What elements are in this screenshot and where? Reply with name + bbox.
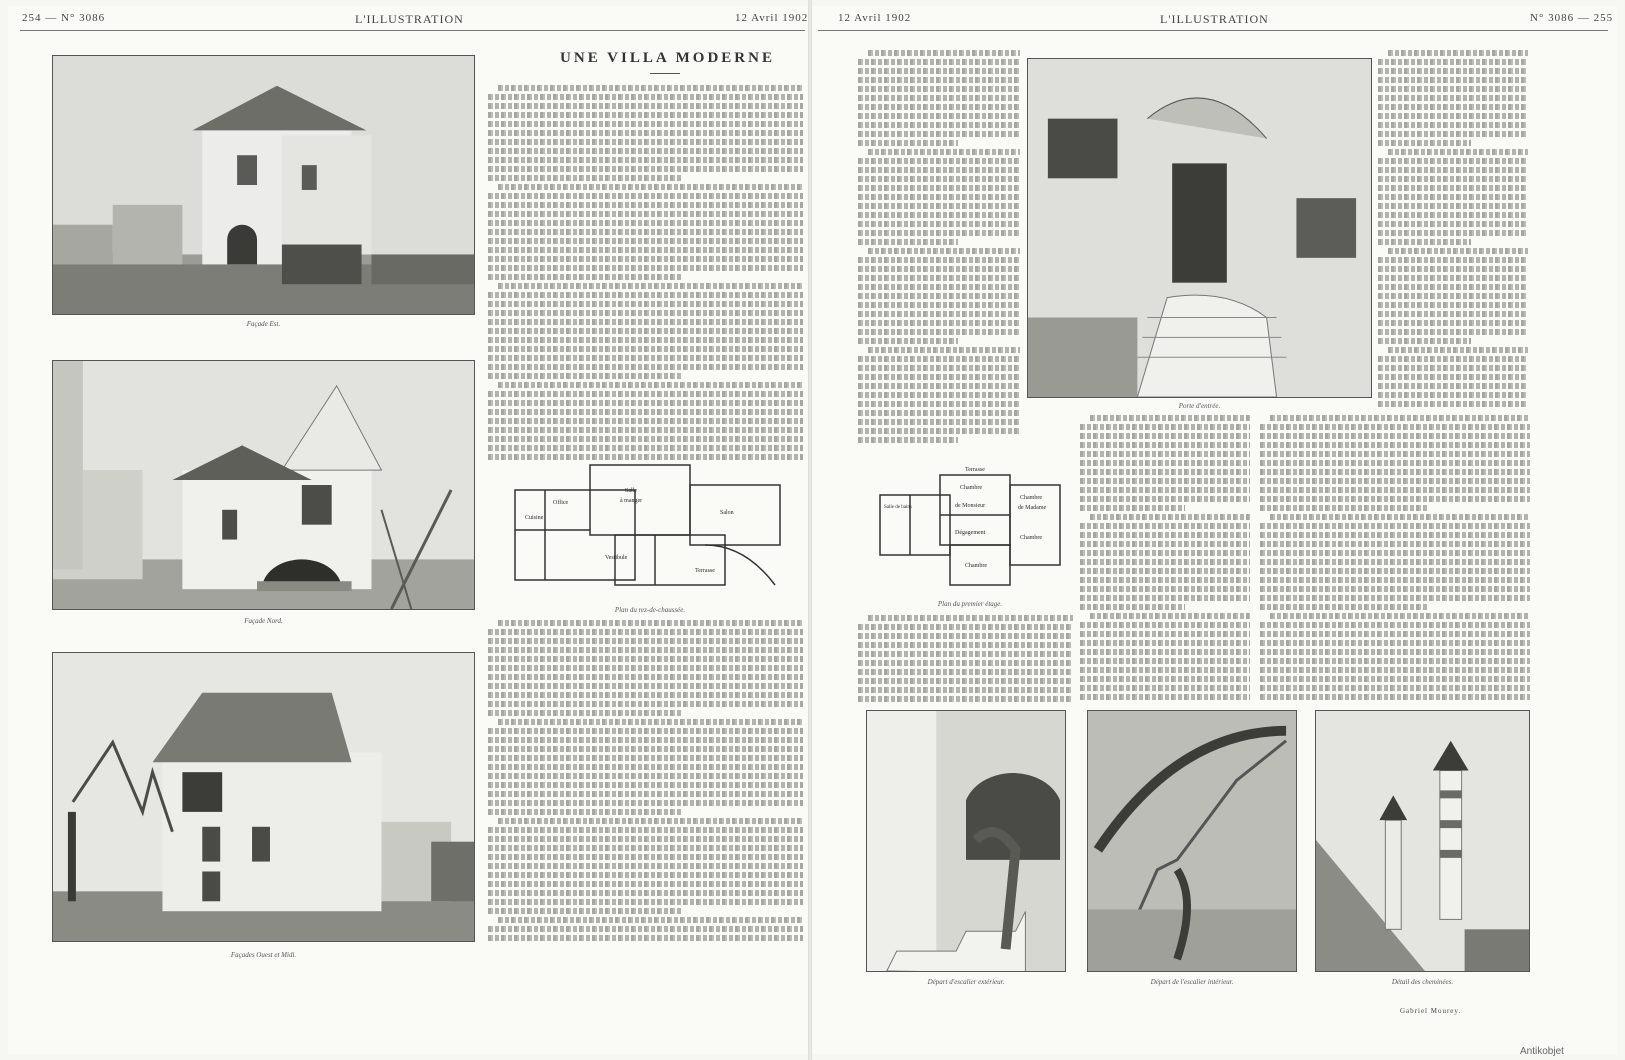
- text-line: [1378, 113, 1528, 119]
- text-line: [858, 266, 1020, 272]
- text-line: [858, 104, 1020, 110]
- text-line: [1260, 568, 1530, 574]
- article-title: UNE VILLA MODERNE: [560, 50, 775, 66]
- caption-photo2: Façade Nord.: [244, 617, 283, 625]
- text-line: [488, 121, 803, 127]
- text-line: [1260, 541, 1530, 547]
- text-line: [498, 719, 803, 725]
- text-line: [498, 85, 803, 91]
- text-line: [1378, 230, 1528, 236]
- text-line: [1388, 149, 1528, 155]
- text-line: [488, 890, 803, 896]
- text-line: [1378, 221, 1528, 227]
- text-line: [858, 239, 958, 245]
- text-line: [1378, 320, 1528, 326]
- plan2-label-terrasse: Terrasse: [965, 467, 985, 473]
- text-line: [1080, 541, 1250, 547]
- plan2-label-chambre-2: Chambre: [1020, 495, 1042, 501]
- plan1-label-salon: Salon: [720, 510, 734, 516]
- text-line: [858, 113, 1020, 119]
- text-line: [1378, 203, 1528, 209]
- text-line: [488, 728, 803, 734]
- text-line: [488, 301, 803, 307]
- caption-photo3: Façades Ouest et Midi.: [230, 951, 297, 959]
- text-column-right-4: [1378, 50, 1528, 415]
- text-line: [1080, 622, 1250, 628]
- text-line: [858, 624, 1073, 630]
- text-line: [868, 248, 1020, 254]
- text-line: [1378, 212, 1528, 218]
- caption-photo4: Porte d'entrée.: [1178, 402, 1221, 410]
- plan2-label-de-monsieur: de Monsieur: [955, 503, 986, 509]
- text-line: [488, 94, 803, 100]
- text-line: [858, 338, 958, 344]
- text-line: [488, 764, 803, 770]
- text-line: [1080, 604, 1185, 610]
- plan2-label-chambre-3: Chambre: [1020, 535, 1042, 541]
- text-line: [1378, 284, 1528, 290]
- text-line: [1080, 676, 1250, 682]
- text-column-right-1: [858, 50, 1020, 450]
- text-line: [858, 284, 1020, 290]
- text-line: [858, 203, 1020, 209]
- text-line: [868, 347, 1020, 353]
- plan1-label-a-manger: à manger: [620, 498, 643, 504]
- text-line: [1090, 415, 1250, 421]
- text-line: [858, 311, 1020, 317]
- text-line: [858, 392, 1020, 398]
- text-line: [1080, 595, 1250, 601]
- text-line: [868, 149, 1020, 155]
- text-line: [1378, 302, 1528, 308]
- text-line: [1080, 649, 1250, 655]
- text-line: [858, 95, 1020, 101]
- text-line: [1080, 460, 1250, 466]
- text-line: [868, 615, 1073, 621]
- text-line: [1388, 347, 1528, 353]
- text-line: [488, 665, 803, 671]
- text-line: [1260, 424, 1530, 430]
- text-line: [1378, 266, 1528, 272]
- text-line: [488, 274, 683, 280]
- text-line: [488, 755, 803, 761]
- left-date: 12 Avril 1902: [735, 12, 809, 24]
- title-dash: [650, 73, 680, 74]
- text-line: [488, 328, 803, 334]
- text-line: [1260, 523, 1530, 529]
- text-line: [858, 257, 1020, 263]
- text-line: [488, 926, 803, 932]
- photo-escalier-interieur: [1087, 710, 1297, 972]
- text-line: [1260, 487, 1530, 493]
- text-line: [858, 374, 1020, 380]
- text-line: [858, 221, 1020, 227]
- text-line: [858, 212, 1020, 218]
- text-line: [1080, 586, 1250, 592]
- text-line: [488, 656, 803, 662]
- text-line: [488, 310, 803, 316]
- text-line: [1080, 487, 1250, 493]
- left-masthead: L'ILLUSTRATION: [355, 12, 464, 26]
- text-line: [1260, 505, 1427, 511]
- text-line: [498, 382, 803, 388]
- text-line: [1260, 478, 1530, 484]
- text-line: [488, 193, 803, 199]
- text-line: [1260, 694, 1530, 700]
- text-line: [1260, 469, 1530, 475]
- caption-photo6: Départ de l'escalier intérieur.: [1150, 978, 1234, 986]
- text-line: [488, 112, 803, 118]
- text-line: [1378, 68, 1528, 74]
- text-line: [488, 130, 803, 136]
- text-line: [1080, 640, 1250, 646]
- text-line: [488, 854, 803, 860]
- text-line: [1378, 401, 1528, 407]
- text-line: [488, 692, 803, 698]
- text-line: [1270, 613, 1530, 619]
- text-line: [488, 319, 803, 325]
- text-line: [1080, 442, 1250, 448]
- text-line: [488, 782, 803, 788]
- caption-photo5: Départ d'escalier extérieur.: [927, 978, 1005, 986]
- plan1-label-vestibule: Vestibule: [605, 555, 628, 561]
- text-column-right-2: [1080, 415, 1250, 705]
- plan2-label-chambre-4: Chambre: [965, 563, 987, 569]
- text-line: [858, 320, 1020, 326]
- text-line: [1080, 523, 1250, 529]
- text-line: [1378, 167, 1528, 173]
- text-line: [488, 710, 683, 716]
- caption-photo7: Détail des cheminées.: [1391, 978, 1454, 986]
- text-line: [488, 701, 803, 707]
- text-line: [488, 683, 803, 689]
- text-line: [488, 355, 803, 361]
- caption-plan2: Plan du premier étage.: [937, 600, 1003, 608]
- watermark: Antikobjet: [1520, 1046, 1564, 1057]
- text-line: [1260, 460, 1530, 466]
- text-line: [488, 436, 803, 442]
- text-line: [858, 696, 1073, 702]
- text-line: [1080, 451, 1250, 457]
- text-line: [488, 391, 803, 397]
- text-line: [858, 140, 958, 146]
- text-line: [488, 247, 803, 253]
- text-line: [858, 59, 1020, 65]
- text-column-right-lower: [858, 615, 1073, 705]
- text-line: [498, 620, 803, 626]
- text-line: [1260, 559, 1530, 565]
- text-line: [1270, 415, 1530, 421]
- text-line: [488, 166, 803, 172]
- text-line: [498, 917, 803, 923]
- text-line: [858, 122, 1020, 128]
- text-line: [1378, 122, 1528, 128]
- text-line: [858, 383, 1020, 389]
- text-line: [1260, 622, 1530, 628]
- text-line: [488, 674, 803, 680]
- text-line: [488, 836, 803, 842]
- text-line: [1080, 685, 1250, 691]
- text-line: [1080, 568, 1250, 574]
- text-line: [488, 337, 803, 343]
- photo-facades-ouest-midi: [52, 652, 475, 942]
- text-line: [1260, 442, 1530, 448]
- text-line: [858, 68, 1020, 74]
- text-line: [488, 373, 683, 379]
- text-line: [488, 800, 803, 806]
- text-line: [858, 428, 1020, 434]
- text-line: [1080, 577, 1250, 583]
- text-line: [858, 410, 1020, 416]
- plan-premier-etage: [870, 465, 1070, 595]
- text-line: [1080, 469, 1250, 475]
- text-line: [858, 642, 1073, 648]
- text-line: [488, 256, 803, 262]
- text-line: [858, 660, 1073, 666]
- text-line: [488, 418, 803, 424]
- text-line: [1090, 613, 1250, 619]
- text-line: [1260, 640, 1530, 646]
- text-line: [488, 908, 683, 914]
- text-line: [1378, 383, 1528, 389]
- text-line: [488, 148, 803, 154]
- text-line: [858, 275, 1020, 281]
- text-line: [858, 365, 1020, 371]
- text-column-left-lower: [488, 620, 803, 950]
- text-line: [498, 184, 803, 190]
- photo-porte-entree: [1027, 58, 1372, 398]
- text-line: [1260, 631, 1530, 637]
- text-line: [488, 409, 803, 415]
- text-line: [1378, 392, 1528, 398]
- text-line: [1378, 293, 1528, 299]
- right-head-rule: [818, 30, 1608, 31]
- text-line: [858, 419, 1020, 425]
- text-line: [1378, 176, 1528, 182]
- text-line: [1260, 658, 1530, 664]
- text-line: [488, 791, 803, 797]
- photo-facade-est: [52, 55, 475, 315]
- text-line: [1080, 631, 1250, 637]
- text-line: [498, 283, 803, 289]
- plan1-label-office: Office: [553, 500, 569, 506]
- text-line: [1378, 140, 1471, 146]
- text-line: [1388, 248, 1528, 254]
- text-line: [488, 211, 803, 217]
- text-line: [1378, 158, 1528, 164]
- text-line: [488, 427, 803, 433]
- text-line: [1260, 577, 1530, 583]
- text-line: [1378, 185, 1528, 191]
- text-line: [1080, 424, 1250, 430]
- text-line: [488, 400, 803, 406]
- text-line: [858, 86, 1020, 92]
- plan2-label-de-madame: de Madame: [1018, 505, 1047, 511]
- plan-rez-de-chaussee: [505, 460, 790, 600]
- text-line: [488, 139, 803, 145]
- text-line: [1090, 514, 1250, 520]
- text-line: [1378, 374, 1528, 380]
- text-line: [1080, 496, 1250, 502]
- caption-plan1: Plan du rez-de-chaussée.: [614, 606, 686, 614]
- text-line: [858, 230, 1020, 236]
- text-line: [858, 669, 1073, 675]
- text-column-left-upper: [488, 85, 803, 465]
- text-line: [488, 238, 803, 244]
- text-line: [1260, 451, 1530, 457]
- text-line: [488, 746, 803, 752]
- text-line: [858, 633, 1073, 639]
- text-line: [858, 678, 1073, 684]
- text-line: [488, 899, 803, 905]
- text-line: [1378, 59, 1528, 65]
- text-line: [488, 445, 803, 451]
- text-line: [1378, 329, 1528, 335]
- text-line: [488, 103, 803, 109]
- right-date: 12 Avril 1902: [838, 12, 912, 24]
- left-folio: 254 — N° 3086: [22, 12, 106, 24]
- text-line: [488, 881, 803, 887]
- text-line: [1260, 433, 1530, 439]
- text-line: [1378, 338, 1471, 344]
- text-line: [858, 167, 1020, 173]
- text-line: [488, 872, 803, 878]
- plan1-label-terrasse: Terrasse: [695, 568, 715, 574]
- text-line: [1378, 365, 1528, 371]
- text-line: [1080, 550, 1250, 556]
- text-line: [488, 935, 803, 941]
- text-line: [488, 737, 803, 743]
- text-line: [488, 265, 803, 271]
- plan1-label-cuisine: Cuisine: [525, 515, 544, 521]
- caption-photo1: Façade Est.: [246, 320, 281, 328]
- text-line: [1378, 194, 1528, 200]
- text-line: [1378, 86, 1528, 92]
- text-line: [488, 292, 803, 298]
- text-line: [488, 638, 803, 644]
- text-line: [858, 437, 958, 443]
- article-signature: Gabriel Mourey.: [1400, 1007, 1462, 1015]
- photo-facade-nord: [52, 360, 475, 610]
- plan2-label-salle-bains: Salle de bains: [884, 505, 912, 510]
- text-line: [1260, 685, 1530, 691]
- text-line: [858, 194, 1020, 200]
- text-line: [488, 845, 803, 851]
- text-line: [1080, 433, 1250, 439]
- text-line: [858, 356, 1020, 362]
- text-line: [1080, 667, 1250, 673]
- text-line: [858, 329, 1020, 335]
- text-line: [1378, 311, 1528, 317]
- text-line: [1260, 595, 1530, 601]
- text-line: [488, 827, 803, 833]
- text-line: [488, 629, 803, 635]
- plan1-label-salle: Salle: [625, 488, 637, 494]
- text-line: [488, 863, 803, 869]
- text-line: [1378, 131, 1528, 137]
- text-line: [488, 157, 803, 163]
- text-line: [1080, 559, 1250, 565]
- text-line: [1260, 586, 1530, 592]
- text-line: [1270, 514, 1530, 520]
- text-line: [1378, 95, 1528, 101]
- text-line: [1378, 257, 1528, 263]
- text-line: [1260, 496, 1530, 502]
- text-column-right-3: [1260, 415, 1530, 705]
- text-line: [488, 773, 803, 779]
- text-line: [858, 77, 1020, 83]
- text-line: [488, 175, 683, 181]
- text-line: [1080, 694, 1250, 700]
- text-line: [488, 229, 803, 235]
- text-line: [858, 131, 1020, 137]
- text-line: [858, 687, 1073, 693]
- text-line: [858, 651, 1073, 657]
- text-line: [1260, 550, 1530, 556]
- text-line: [1378, 356, 1528, 362]
- text-line: [488, 220, 803, 226]
- text-line: [498, 818, 803, 824]
- text-line: [1080, 478, 1250, 484]
- text-line: [858, 302, 1020, 308]
- text-line: [1080, 658, 1250, 664]
- text-line: [1388, 50, 1528, 56]
- text-line: [1260, 532, 1530, 538]
- text-line: [858, 185, 1020, 191]
- text-line: [488, 647, 803, 653]
- text-line: [1260, 649, 1530, 655]
- text-line: [1378, 275, 1528, 281]
- text-line: [488, 346, 803, 352]
- text-line: [858, 176, 1020, 182]
- text-line: [488, 364, 803, 370]
- text-line: [488, 202, 803, 208]
- text-line: [1260, 604, 1427, 610]
- text-line: [868, 50, 1020, 56]
- plan2-label-chambre-1: Chambre: [960, 485, 982, 491]
- text-line: [1260, 676, 1530, 682]
- right-masthead: L'ILLUSTRATION: [1160, 12, 1269, 26]
- photo-escalier-exterieur: [866, 710, 1066, 972]
- text-line: [858, 158, 1020, 164]
- text-line: [1260, 667, 1530, 673]
- text-line: [1080, 505, 1185, 511]
- text-line: [488, 809, 683, 815]
- text-line: [858, 401, 1020, 407]
- plan2-label-degagement: Dégagement: [955, 530, 986, 536]
- left-head-rule: [20, 30, 805, 31]
- text-line: [1080, 532, 1250, 538]
- right-folio: N° 3086 — 255: [1530, 12, 1614, 24]
- photo-detail-cheminees: [1315, 710, 1530, 972]
- text-line: [1378, 77, 1528, 83]
- text-line: [1378, 239, 1471, 245]
- text-line: [1378, 104, 1528, 110]
- text-line: [858, 293, 1020, 299]
